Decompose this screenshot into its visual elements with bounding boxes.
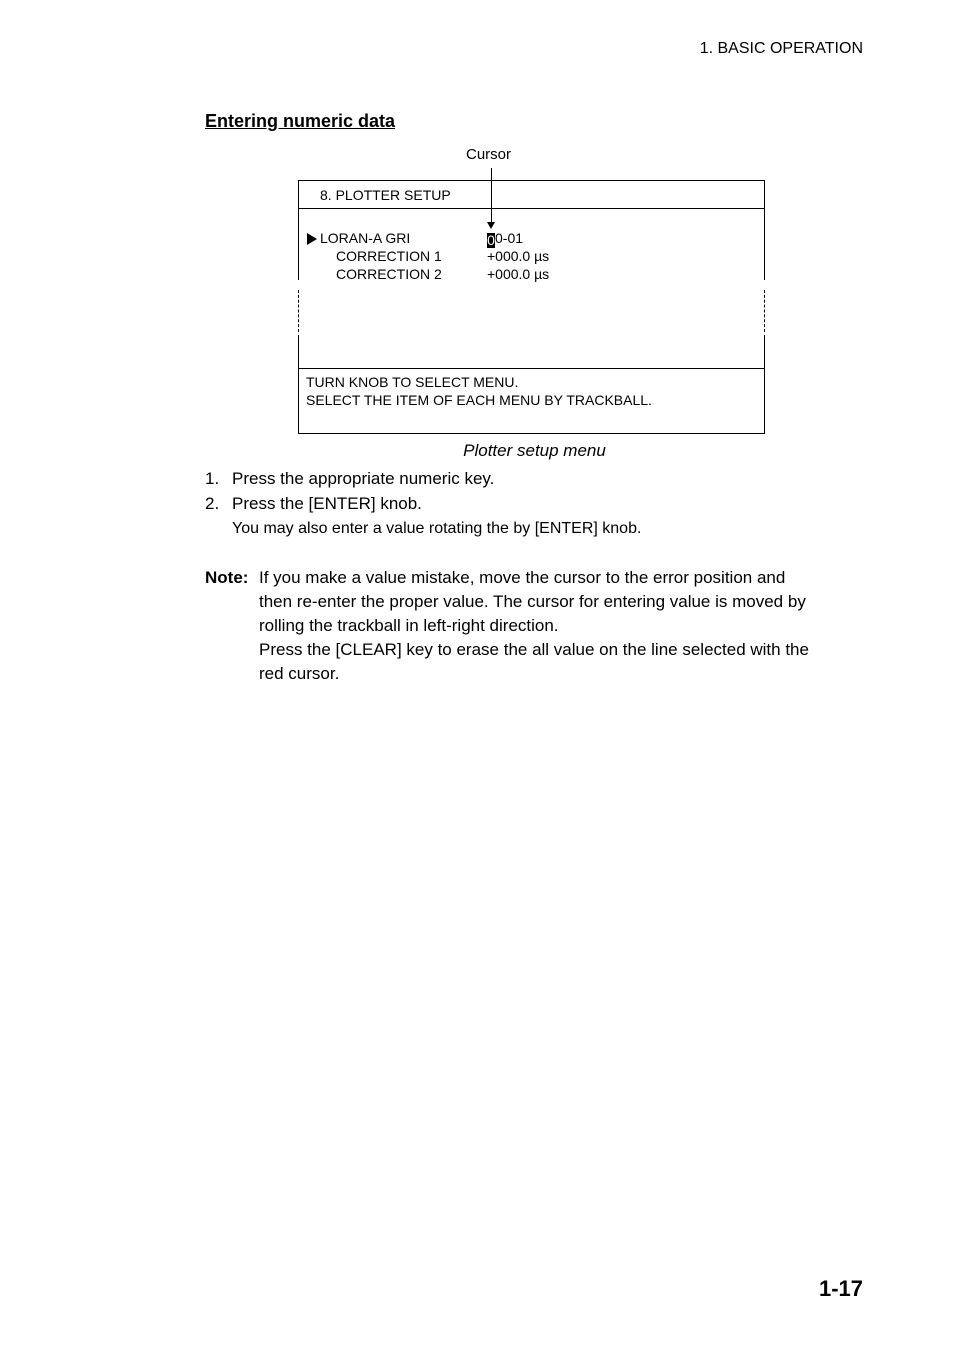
section-title: Entering numeric data (205, 111, 396, 131)
menu-break-right (764, 290, 765, 332)
menu-break-left (298, 290, 299, 332)
list-item (0, 469, 954, 491)
running-header: 1. BASIC OPERATION (699, 40, 863, 57)
menu-footer-line: TURN KNOB TO SELECT MENU. (306, 374, 519, 390)
note-line: then re-enter the proper value. The cursor for entering value is moved by (259, 592, 806, 611)
menu-footer-divider (298, 368, 765, 369)
menu-border-right-lower (764, 335, 765, 434)
note-label: Note: (205, 568, 249, 587)
menu-border-left-lower (298, 335, 299, 434)
figure-caption: Plotter setup menu (463, 441, 606, 460)
menu-item-correction2-value: +000.0 µs (487, 266, 550, 282)
menu-item-correction1-label: CORRECTION 1 (336, 248, 442, 264)
step-text: Press the [ENTER] knob. (232, 494, 422, 513)
step-subnote: You may also enter a value rotating the by [ENTER] knob. (232, 520, 642, 537)
menu-item-loran-value-rest: 0-01 (495, 230, 524, 246)
menu-item-loran-label: LORAN-A GRI (320, 230, 411, 246)
plotter-setup-menu-screen (298, 180, 765, 434)
menu-item-loran-value (487, 230, 523, 248)
note-line: red cursor. (259, 664, 340, 683)
list-item (0, 494, 954, 516)
menu-border-top (298, 180, 765, 181)
input-cursor: 0 (487, 232, 495, 248)
menu-footer-line: SELECT THE ITEM OF EACH MENU BY TRACKBALL. (306, 392, 652, 408)
step-text: Press the appropriate numeric key. (232, 469, 495, 488)
menu-item-correction2-label: CORRECTION 2 (336, 266, 442, 282)
page-number: 1-17 (818, 1276, 863, 1301)
note-line: Press the [CLEAR] key to erase the all value on the line selected with the (259, 640, 809, 659)
step-number: 2. (205, 494, 220, 513)
menu-title: 8. PLOTTER SETUP (320, 187, 451, 203)
menu-border-right-upper (764, 180, 765, 280)
note-line: If you make a value mistake, move the cursor to the error position and (259, 568, 786, 587)
note-line: rolling the trackball in left-right direction. (259, 616, 559, 635)
step-number: 1. (205, 469, 220, 488)
menu-title-divider (298, 208, 765, 209)
menu-item-correction1-value: +000.0 µs (487, 248, 550, 264)
cursor-callout-label: Cursor (466, 146, 512, 163)
selection-arrow-icon (307, 233, 317, 245)
menu-border-bottom (298, 433, 765, 434)
menu-border-left-upper (298, 180, 299, 280)
